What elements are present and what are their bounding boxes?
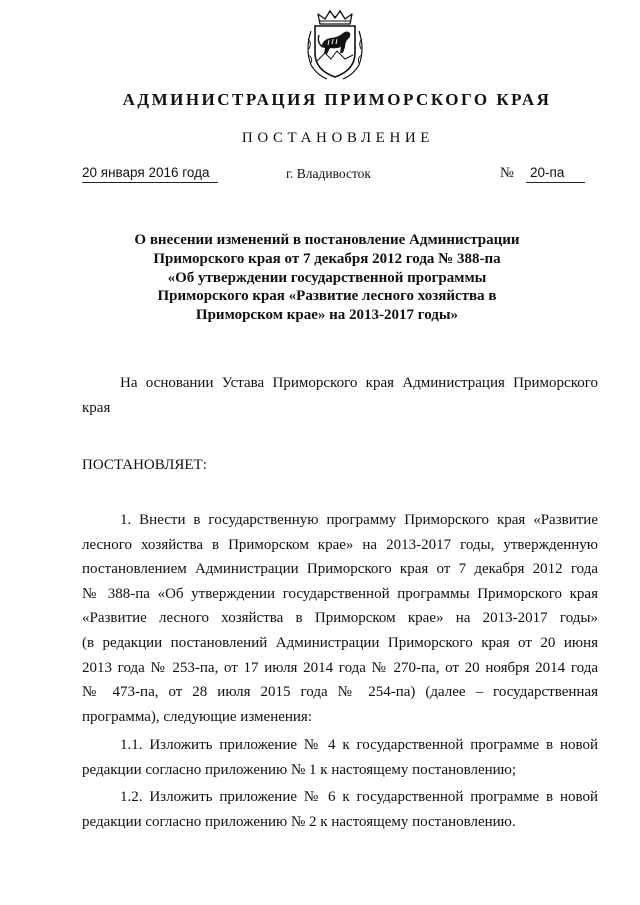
paragraph-line: (в редакции постановлений Администрации Приморского края от 20 июня: [82, 634, 598, 651]
paragraph-line: постановлением Администрации Приморского края от 7 декабря 2012 года: [82, 561, 598, 578]
coat-of-arms-icon: [303, 9, 367, 83]
document-title: [82, 231, 572, 325]
paragraph-line: 1.1. Изложить приложение № 4 к государственной программе в новой: [120, 737, 598, 753]
paragraph-line: 1. Внести в государственную программу Приморского края «Развитие: [120, 512, 598, 528]
document-type: ПОСТАНОВЛЕНИЕ: [241, 130, 435, 146]
paragraph-line: редакции согласно приложению № 1 к настоящему постановлению;: [82, 761, 517, 778]
preamble-paragraph: [82, 371, 598, 420]
paragraph-line: № 388-па «Об утверждении государственной программы Приморского края: [82, 585, 598, 602]
paragraph-line: № 473-па, от 28 июля 2015 года № 254-па) (далее – государственная: [82, 684, 598, 701]
document-number-label: №: [500, 165, 514, 181]
paragraph-line: лесного хозяйства в Приморском крае» на 2013-2017 годы, утвержденную: [82, 536, 598, 553]
item-paragraph-1-2: [82, 785, 598, 834]
document-date: 20 января 2016 года: [82, 164, 218, 183]
title-line: Приморского края от 7 декабря 2012 года № 388-па: [153, 250, 501, 267]
paragraph-line: «Развитие лесного хозяйства в Приморском крае» на 2013-2017 годы»: [82, 610, 598, 627]
paragraph-line: 1.2. Изложить приложение № 6 к государственной программе в новой: [120, 789, 598, 805]
document-city: г. Владивосток: [286, 166, 371, 181]
title-line: О внесении изменений в постановление Администрации: [134, 232, 520, 248]
paragraph-line: На основании Устава Приморского края Администрация Приморского: [120, 375, 598, 391]
item-paragraph-1-1: [82, 733, 598, 782]
item-paragraph-1: [82, 508, 598, 729]
paragraph-line: редакции согласно приложению № 2 к настоящему постановлению.: [82, 813, 516, 830]
organization-name: АДМИНИСТРАЦИЯ ПРИМОРСКОГО КРАЯ: [122, 90, 552, 109]
title-line: Приморском крае» на 2013-2017 годы»: [195, 307, 459, 324]
title-line: «Об утверждении государственной программы: [167, 269, 487, 286]
paragraph-line: края: [82, 399, 111, 416]
paragraph-line: 2013 года № 253-па, от 17 июля 2014 года № 270-па, от 20 ноября 2014 года: [82, 659, 598, 676]
title-line: Приморского края «Развитие лесного хозяйства в: [157, 288, 497, 305]
document-number: 20-па: [526, 164, 585, 183]
paragraph-line: программа), следующие изменения:: [82, 708, 312, 725]
decree-word: ПОСТАНОВЛЯЕТ:: [82, 457, 207, 473]
